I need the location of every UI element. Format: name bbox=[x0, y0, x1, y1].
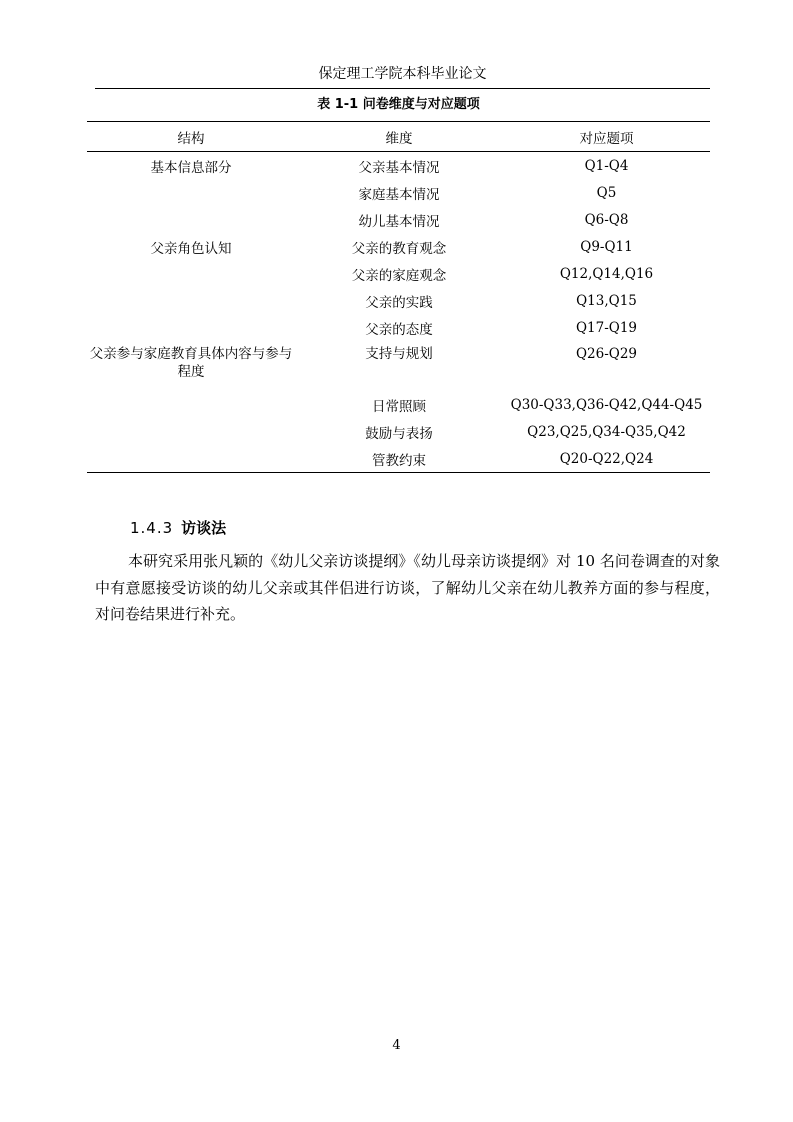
dimension-table bbox=[87, 121, 710, 473]
cell-structure: 父亲角色认知 bbox=[150, 240, 232, 257]
table-row bbox=[87, 391, 710, 418]
cell-dimension: 幼儿基本情况 bbox=[358, 213, 440, 230]
cell-items: Q23,Q25,Q34-Q35,Q42 bbox=[527, 423, 686, 440]
cell-items: Q26-Q29 bbox=[575, 346, 638, 362]
body-paragraph: 本研究采用张凡颖的《幼儿父亲访谈提纲》《幼儿母亲访谈提纲》对 10 名问卷调查的对象中有意愿接受访谈的幼儿父亲或其伴侣进行访谈，了解幼儿父亲在幼儿教养方面的参与程度，对问卷结果进行补充。 bbox=[95, 552, 720, 623]
table-row bbox=[87, 287, 710, 314]
cell-dimension: 家庭基本情况 bbox=[358, 186, 440, 203]
table-row bbox=[87, 260, 710, 287]
cell-dimension: 父亲的家庭观念 bbox=[351, 267, 447, 284]
cell-structure bbox=[87, 391, 295, 418]
cell-items: Q20-Q22,Q24 bbox=[559, 450, 654, 467]
column-header-dimension: 维度 bbox=[295, 122, 503, 152]
table-row bbox=[87, 445, 710, 472]
cell-items: Q17-Q19 bbox=[575, 319, 638, 336]
table-row bbox=[87, 233, 710, 260]
column-header-items: 对应题项 bbox=[503, 122, 710, 152]
cell-structure bbox=[87, 418, 295, 445]
table-row bbox=[87, 179, 710, 206]
section-heading bbox=[130, 517, 226, 539]
cell-dimension: 日常照顾 bbox=[372, 398, 426, 415]
column-header-structure: 结构 bbox=[87, 122, 295, 152]
table-row bbox=[87, 341, 710, 391]
table-header-row bbox=[87, 122, 710, 152]
cell-structure bbox=[87, 260, 295, 287]
cell-dimension: 鼓励与表扬 bbox=[365, 425, 433, 442]
cell-items: Q12,Q14,Q16 bbox=[559, 265, 654, 282]
cell-dimension: 父亲基本情况 bbox=[358, 159, 440, 176]
cell-structure bbox=[87, 445, 295, 472]
cell-dimension: 父亲的实践 bbox=[365, 294, 433, 311]
cell-structure: 父亲参与家庭教育具体内容与参与程度 bbox=[89, 346, 293, 380]
cell-dimension: 父亲的教育观念 bbox=[351, 240, 447, 257]
cell-dimension: 支持与规划 bbox=[365, 346, 433, 362]
cell-items: Q6-Q8 bbox=[584, 211, 629, 228]
page-number: 4 bbox=[392, 1038, 401, 1053]
cell-items: Q5 bbox=[596, 184, 617, 201]
section-number: 1.4.3 bbox=[130, 519, 174, 537]
table-row bbox=[87, 314, 710, 341]
cell-items: Q13,Q15 bbox=[576, 292, 637, 309]
cell-items: Q30-Q33,Q36-Q42,Q44-Q45 bbox=[510, 396, 703, 413]
cell-items: Q9-Q11 bbox=[580, 238, 633, 255]
cell-structure bbox=[87, 179, 295, 206]
header-divider bbox=[95, 88, 710, 89]
table-row bbox=[87, 418, 710, 445]
cell-dimension: 管教约束 bbox=[372, 452, 426, 469]
cell-items: Q1-Q4 bbox=[584, 157, 629, 174]
running-header: 保定理工学院本科毕业论文 bbox=[318, 66, 487, 82]
cell-structure bbox=[87, 314, 295, 341]
cell-structure bbox=[87, 287, 295, 314]
table-row bbox=[87, 152, 710, 180]
cell-dimension: 父亲的态度 bbox=[365, 321, 433, 338]
table-caption: 表 1-1 问卷维度与对应题项 bbox=[317, 97, 480, 112]
cell-structure bbox=[87, 206, 295, 233]
table-row bbox=[87, 206, 710, 233]
section-title: 访谈法 bbox=[181, 519, 227, 537]
cell-structure: 基本信息部分 bbox=[150, 159, 232, 176]
